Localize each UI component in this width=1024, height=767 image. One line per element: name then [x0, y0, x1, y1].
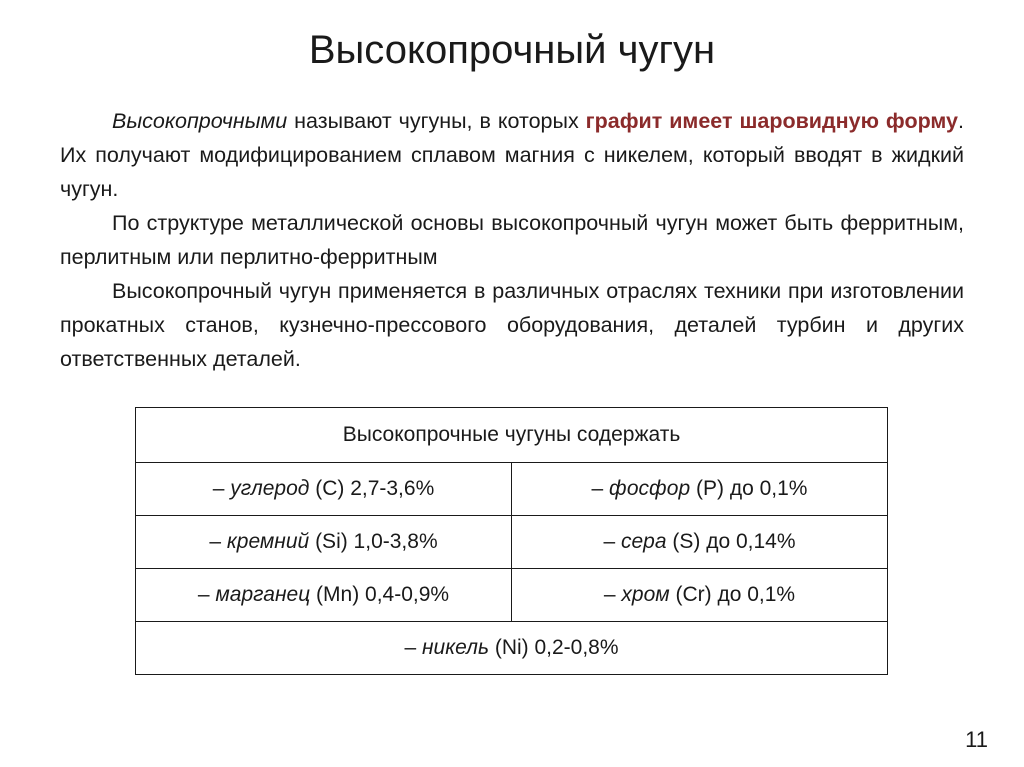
table-cell: – марганец (Mn) 0,4-0,9% — [136, 569, 512, 622]
table-row-last — [136, 622, 888, 675]
element-name: марганец — [215, 583, 311, 606]
table-cell: – кремний (Si) 1,0-3,8% — [136, 516, 512, 569]
element-name: никель — [421, 636, 489, 659]
definition-text-b: . Их получают модифицированием сплавом магния с никелем, который вводят в жидкий чугун. — [60, 109, 964, 201]
definition-text-a: называют чугуны, в которых — [287, 109, 586, 133]
table-cell: – хром (Cr) до 0,1% — [512, 569, 888, 622]
table-row — [136, 516, 888, 569]
slide-title: Высокопрочный чугун — [308, 28, 716, 72]
table-header-cell: Высокопрочные чугуны содержать — [136, 408, 888, 463]
element-name: кремний — [226, 530, 310, 553]
table-row — [136, 463, 888, 516]
highlight-graphite-shape: графит имеет шаровидную форму — [585, 109, 959, 133]
table-cell: – углерод (С) 2,7-3,6% — [136, 463, 512, 516]
element-name: хром — [621, 583, 670, 606]
table-header-row — [136, 408, 888, 463]
table-cell: – фосфор (Р) до 0,1% — [512, 463, 888, 516]
table-cell: – сера (S) до 0,14% — [512, 516, 888, 569]
element-name: сера — [620, 530, 667, 553]
paragraph-structure: По структуре металлической основы высокопрочный чугун может быть ферритным, перлитным или перлитно-ферритным — [60, 211, 964, 269]
page-number: 11 — [965, 727, 988, 752]
element-name: углерод — [230, 477, 310, 500]
composition-table — [135, 407, 888, 675]
element-name: фосфор — [609, 477, 691, 500]
table-cell: – никель (Ni) 0,2-0,8% — [136, 622, 888, 675]
term-italic: Высокопрочными — [112, 109, 288, 133]
paragraph-definition — [60, 104, 964, 206]
table-row — [136, 569, 888, 622]
paragraph-application: Высокопрочный чугун применяется в различных отраслях техники при изготовлении прокатных станов, кузнечно-прессового оборудования, деталей турбин и других ответственных деталей. — [60, 279, 964, 371]
slide-body — [60, 104, 964, 376]
